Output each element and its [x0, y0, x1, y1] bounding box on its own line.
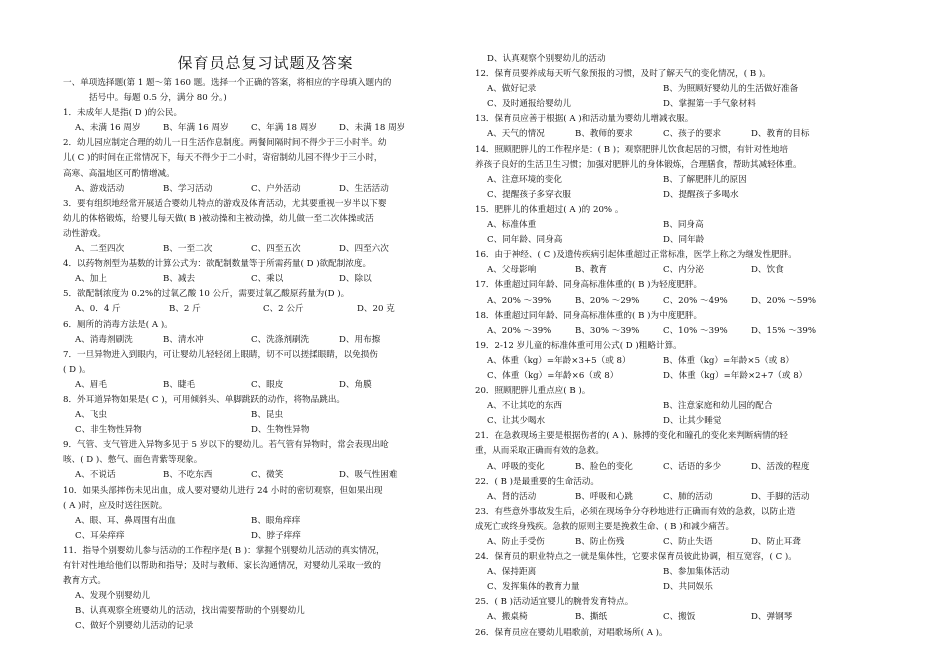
option-choice: A、二至四次: [75, 244, 125, 255]
option-choice: D、20 克: [357, 304, 395, 315]
option-choice: C、内分泌: [663, 265, 704, 276]
option-choice: B、教育: [575, 265, 608, 276]
option-row: [63, 302, 468, 317]
question-line: 10．如果头部摔伤未见出血，成人要对婴幼儿进行 24 小时的密切观察，但如果出现: [63, 485, 383, 496]
option-row: [475, 369, 880, 384]
question-line: 幼儿的体格锻炼，给婴儿每天做( B )被动操和主被动操，幼儿做一至二次体操或活: [63, 213, 374, 224]
option-choice: D、20% ～59%: [751, 295, 817, 306]
option-choice: D、活泼的程度: [751, 461, 810, 472]
option-choice: C、体重（kg）=年龄×6（或 8）: [487, 370, 619, 381]
option-row: [475, 294, 880, 309]
option-row: [475, 565, 880, 580]
option-choice: A、呼吸的变化: [487, 461, 545, 472]
option-row: [475, 218, 880, 233]
question-line: 21．在急救现场主要是根据伤者的( A )、脉搏的变化和瞳孔的变化来判断病情的轻: [475, 431, 788, 442]
option-choice: D、体重（kg）=年龄×2+7（或 8）: [663, 370, 808, 381]
option-choice: B、眼角痒痒: [251, 515, 301, 526]
question-line: 一、单项选择题(第 1 题～第 160 题。选择一个正确的答案，将相应的字母填入题内的: [63, 78, 392, 88]
option-choice: C、同年龄、同身高: [487, 235, 563, 246]
option-choice: A、0．4 斤: [75, 304, 121, 315]
question-line: 3．要有组织地经常开展适合婴幼儿特点的游戏及体育活动，尤其要重视一岁半以下婴: [63, 198, 387, 209]
option-choice: D、弹钢琴: [751, 612, 793, 623]
option-choice: B、年满 16 周岁: [163, 123, 229, 134]
option-choice: A、20% ～39%: [487, 295, 552, 306]
option-choice: B、昆虫: [251, 410, 284, 421]
option-row: [475, 460, 880, 475]
question-line: 有针对性地给他们以帮助和指导；及时与教师、家长沟通情况，对婴幼儿采取一致的: [63, 561, 381, 571]
option-row: [63, 333, 468, 348]
option-choice: B、20% ～29%: [575, 295, 640, 306]
option-choice: B、撕纸: [575, 612, 608, 623]
option-row: [475, 127, 880, 142]
option-choice: C、乘以: [251, 274, 284, 285]
option-choice: A、注意环境的变化: [487, 174, 562, 185]
question-line: 6．厕所的消毒方法是( A )。: [63, 319, 173, 330]
option-choice: C、让其少喝水: [487, 416, 546, 427]
option-choice: D、提醒孩子多喝水: [663, 189, 739, 200]
question-line: 24．保育员的职业特点之一就是集体性，它要求保育员彼此协调，相互宽容，( C )。: [475, 552, 797, 563]
right-column: [475, 52, 880, 641]
option-row: [475, 263, 880, 278]
option-choice: B、30% ～39%: [575, 325, 640, 336]
option-choice: C、年满 18 周岁: [251, 123, 317, 134]
option-choice: B、清水冲: [163, 334, 204, 345]
option-choice: A、飞虫: [75, 410, 107, 421]
option-choice: C、提醒孩子多穿衣服: [487, 189, 571, 200]
option-choice: B、脸色的变化: [575, 461, 633, 472]
option-row: [475, 535, 880, 550]
question-line: 18．体重超过同年龄、同身高标准体重的( B )为中度肥胖。: [475, 310, 703, 321]
question-line: ( A )时，应及时送往医院。: [63, 500, 168, 511]
left-column: [63, 52, 468, 634]
option-choice: A、做好记录: [487, 84, 537, 95]
option-line: C、做好个别婴幼儿活动的记录: [75, 621, 194, 632]
option-choice: A、防止手受伤: [487, 537, 545, 547]
option-choice: D、脖子痒痒: [251, 530, 301, 541]
option-row: [475, 233, 880, 248]
option-choice: B、减去: [163, 274, 196, 285]
option-row: [63, 182, 468, 197]
question-line: 高寒、高温地区可酌情增减。: [63, 168, 175, 179]
option-choice: D、教育的目标: [751, 129, 810, 140]
question-line: 16．由于神经、( C )及遗传疾病引起体重超过正常标准，医学上称之为继发性肥胖。: [475, 250, 797, 261]
option-choice: C、四至五次: [251, 244, 301, 255]
question-line: 教育方式。: [63, 576, 106, 587]
option-row: [475, 97, 880, 112]
question-line: 4．以药物剂型为基数的计算公式为：欲配制数量等于所需药量( D )欲配制浓度。: [63, 259, 372, 270]
option-row: [475, 324, 880, 339]
question-line: 25．( B )活动适宜婴儿的腕骨发育特点。: [475, 597, 634, 608]
option-choice: D、除以: [339, 274, 372, 285]
question-line: 12．保育员要养成每天听气象预报的习惯，及时了解天气的变化情况，( B )。: [475, 69, 771, 80]
option-choice: D、角膜: [339, 379, 372, 390]
option-row: [63, 408, 468, 423]
option-choice: B、学习活动: [163, 183, 213, 194]
question-line: 1．未成年人是指( D )的公民。: [63, 108, 183, 119]
option-row: [475, 82, 880, 97]
option-choice: D、共同娱乐: [663, 582, 713, 593]
option-choice: C、20% ～49%: [663, 295, 728, 306]
question-line: 2．幼儿园应制定合理的幼儿一日生活作息制度。两餐间隔时间不得少于三小时半。幼: [63, 138, 387, 149]
option-line: A、发现个别婴幼儿: [75, 591, 150, 602]
question-line: 7．一旦异物进入到眼内，可让婴幼儿轻轻闭上眼睛，切不可以搓揉眼睛，以免损伤: [63, 349, 378, 360]
option-choice: B、注意家庭和幼儿园的配合: [663, 401, 773, 412]
question-line: 动性游戏。: [63, 228, 106, 239]
option-choice: B、了解肥胖儿的原因: [663, 174, 747, 185]
option-choice: B、不吃东西: [163, 470, 213, 481]
option-choice: B、2 斤: [169, 304, 201, 315]
option-row: [475, 414, 880, 429]
option-choice: A、搬桌椅: [487, 612, 528, 623]
option-choice: C、防止失语: [663, 537, 713, 547]
option-choice: C、孩子的要求: [663, 129, 722, 140]
option-choice: C、搬饭: [663, 612, 696, 623]
option-line: B、认真观察全班婴幼儿的活动，找出需要帮助的个别婴幼儿: [75, 606, 305, 617]
option-row: [63, 514, 468, 529]
option-choice: A、天气的情况: [487, 129, 545, 140]
option-row: [475, 490, 880, 505]
question-line: 22．( B )是最重要的生命活动。: [475, 476, 599, 487]
option-choice: D、掌握第一手气象材料: [663, 99, 756, 110]
option-choice: D、生物性异物: [251, 425, 310, 436]
option-choice: B、同身高: [663, 220, 704, 231]
question-line: 15．肥胖儿的体重超过( A )的 20% 。: [475, 204, 624, 215]
option-choice: D、饮食: [751, 265, 784, 276]
option-choice: B、参加集体活动: [663, 567, 730, 578]
option-row: [475, 580, 880, 595]
option-choice: D、手脚的活动: [751, 491, 810, 502]
option-choice: D、防止耳聋: [751, 537, 801, 547]
option-choice: C、户外活动: [251, 183, 301, 194]
option-choice: A、加上: [75, 274, 107, 285]
option-choice: C、话语的多少: [663, 461, 722, 472]
option-choice: D、四至六次: [339, 244, 389, 255]
question-line: 13．保育员应善于根据( A )和活动量为婴幼儿增减衣服。: [475, 114, 694, 125]
question-line: 17．体重超过同年龄、同身高标准体重的( B )为轻度肥胖。: [475, 280, 703, 291]
option-line: D、认真观察个别婴幼儿的活动: [487, 54, 606, 64]
question-line: 19．2-12 岁儿童的标准体重可用公式( D )粗略计算。: [475, 340, 682, 351]
option-choice: A、20% ～39%: [487, 325, 552, 336]
option-choice: B、睫毛: [163, 379, 196, 390]
option-choice: C、10% ～39%: [663, 325, 728, 336]
option-choice: A、保持距离: [487, 567, 537, 578]
option-choice: B、呼吸和心跳: [575, 491, 633, 502]
option-row: [63, 242, 468, 257]
option-choice: B、教师的要求: [575, 129, 633, 140]
option-choice: A、不说话: [75, 470, 116, 481]
option-choice: A、眼、耳、鼻周围有出血: [75, 515, 176, 526]
option-choice: D、同年龄: [663, 235, 705, 246]
option-choice: C、非生物性异物: [75, 425, 142, 436]
option-row: [63, 121, 468, 136]
option-choice: D、15% ～39%: [751, 325, 817, 336]
option-choice: A、游戏活动: [75, 183, 125, 194]
question-line: 养孩子良好的生活卫生习惯；加强对肥胖儿的身体锻炼，合理膳食，帮助其减轻体重。: [475, 159, 802, 170]
option-choice: A、肾的活动: [487, 491, 537, 502]
option-choice: A、不让其吃的东西: [487, 401, 562, 412]
option-row: [475, 173, 880, 188]
option-choice: C、微笑: [251, 470, 284, 481]
option-choice: C、肺的活动: [663, 491, 713, 502]
option-row: [63, 272, 468, 287]
question-line: 9．气管、支气管进入异物多见于 5 岁以下的婴幼儿。若气管有异物时，常会表现出呛: [63, 440, 389, 451]
option-row: [63, 468, 468, 483]
option-choice: D、未满 18 周岁: [339, 123, 406, 134]
question-line: 括号中。每题 0.5 分，满分 80 分。): [89, 93, 227, 104]
option-choice: A、体重（kg）=年龄×3+5（或 8）: [487, 355, 631, 366]
option-choice: C、及时通报给婴幼儿: [487, 99, 571, 110]
question-line: 8．外耳道异物如果是( C )，可用倾斜头、单脚跳跃的动作，将物品跳出。: [63, 394, 346, 405]
question-line: 儿( C )的时间在正常情况下，每天不得少于二小时，寄宿制幼儿园不得少于三小时，: [63, 153, 383, 164]
option-choice: C、耳朵痒痒: [75, 530, 125, 541]
option-row: [475, 399, 880, 414]
option-choice: A、消毒剂刷洗: [75, 334, 133, 345]
option-choice: A、父母影响: [487, 265, 537, 276]
option-choice: C、2 公斤: [263, 304, 304, 315]
option-row: [475, 610, 880, 625]
option-choice: C、发挥集体的教育力量: [487, 582, 580, 593]
option-choice: A、眉毛: [75, 379, 107, 390]
option-choice: B、一至二次: [163, 244, 213, 255]
question-line: 14．照顾肥胖儿的工作程序是：( B )；观察肥胖儿饮食起居的习惯，有针对性地培: [475, 144, 789, 155]
option-row: [63, 378, 468, 393]
option-choice: D、让其少睡觉: [663, 416, 722, 427]
option-choice: B、体重（kg）=年龄×5（或 8）: [663, 355, 795, 366]
option-row: [475, 354, 880, 369]
option-choice: D、吸气性困难: [339, 470, 398, 481]
option-choice: A、标准体重: [487, 220, 537, 231]
question-line: 26．保育员应在婴幼儿唱歌前，对唱歌场所( A )。: [475, 627, 668, 638]
option-choice: C、眼皮: [251, 379, 284, 390]
option-row: [63, 529, 468, 544]
question-line: 重，从而采取正确而有效的急救。: [475, 446, 604, 457]
option-choice: A、未满 16 周岁: [75, 123, 141, 134]
question-line: 23．有些意外事故发生后，必须在现场争分夺秒地进行正确而有效的急救，以防止造: [475, 506, 796, 517]
right-question-list: [475, 52, 880, 641]
option-choice: B、防止伤残: [575, 537, 625, 547]
question-line: 5．欲配制浓度为 0.2%的过氧乙酸 10 公斤，需要过氧乙酸原药量为(D )。: [63, 289, 350, 300]
option-choice: D、用布擦: [339, 334, 381, 345]
question-line: ( D )。: [63, 364, 91, 375]
question-line: 20．照顾肥胖儿重点应( B )。: [475, 386, 591, 397]
page-title: 保育员总复习试题及答案: [177, 54, 354, 72]
option-choice: C、洗涤剂刷洗: [251, 334, 310, 345]
option-row: [63, 423, 468, 438]
question-line: 咳、( D )、憋气、面色青紫等现象。: [63, 455, 203, 466]
question-line: 11．指导个别婴幼儿参与活动的工作程序是( B )：掌握个别婴幼儿活动的真实情况，: [63, 545, 385, 556]
option-row: [475, 188, 880, 203]
left-question-list: [63, 76, 468, 634]
option-choice: D、生活活动: [339, 183, 389, 194]
question-line: 成死亡或终身残疾。急救的原则主要是挽救生命、( B )和减少痛苦。: [475, 521, 735, 532]
option-choice: B、为照顾好婴幼儿的生活做好准备: [663, 84, 799, 95]
